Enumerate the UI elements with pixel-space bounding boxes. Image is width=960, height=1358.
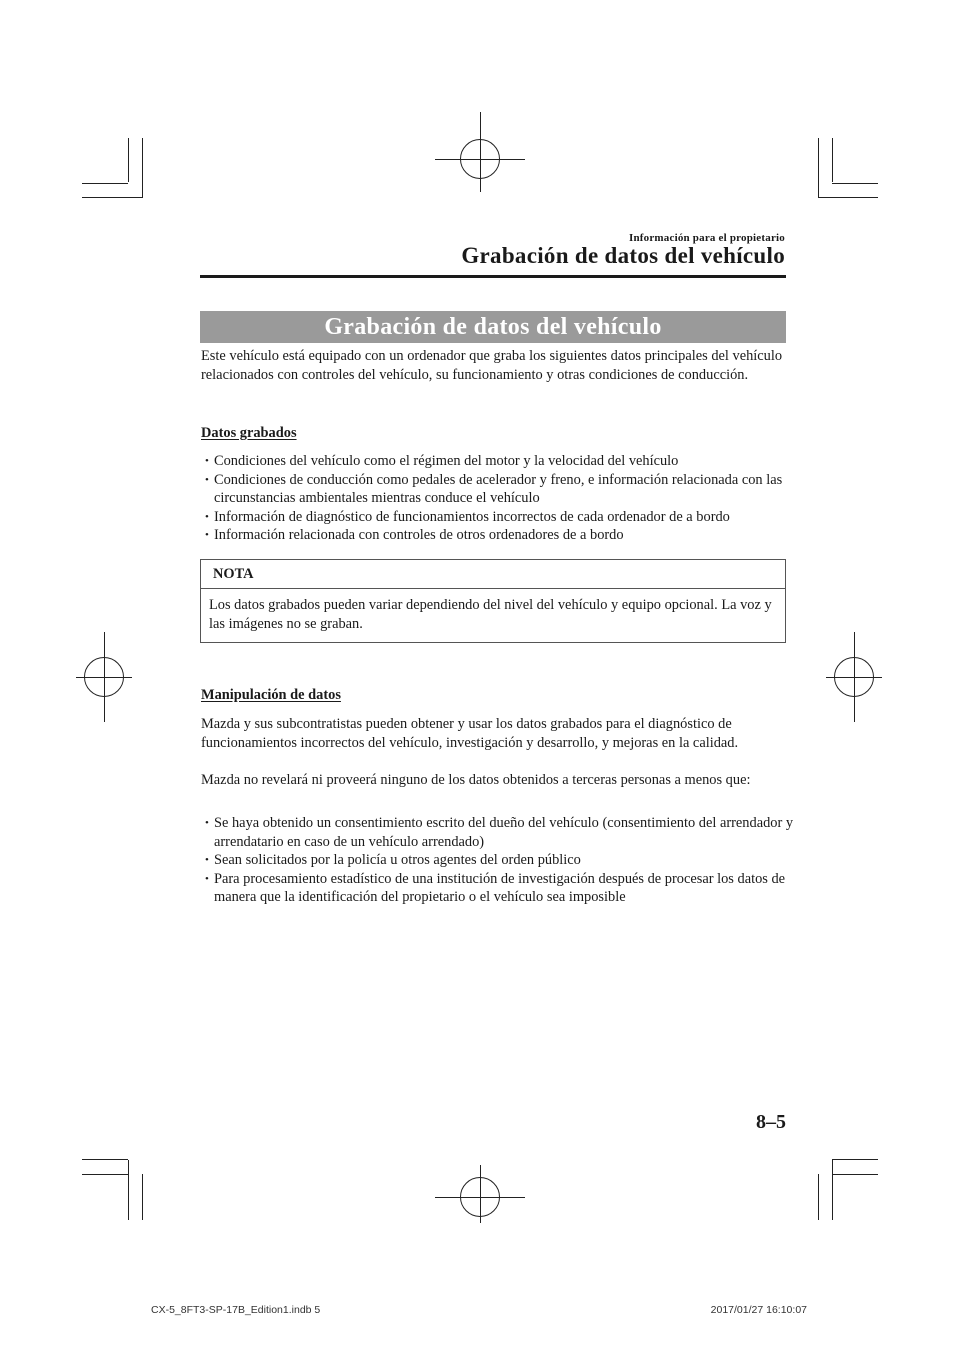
footer-timestamp: 2017/01/27 16:10:07: [710, 1304, 807, 1316]
page-number: 8–5: [756, 1111, 786, 1133]
list-item: • Información relacionada con controles de otros ordenadores de a bordo: [205, 526, 795, 545]
list-item: • Condiciones del vehículo como el régimen del motor y la velocidad del vehículo: [205, 452, 795, 471]
data-handling-heading: Manipulación de datos: [201, 687, 341, 703]
list-item: • Para procesamiento estadístico de una institución de investigación después de procesar los datos de manera que la identificación del propietario o el vehículo sea imposible: [205, 870, 795, 907]
note-box: [200, 559, 786, 643]
list-item: • Se haya obtenido un consentimiento escrito del dueño del vehículo (consentimiento del arrendador y arrendatario en caso de un vehículo arrendado): [205, 814, 795, 851]
recorded-data-list: [205, 452, 795, 545]
data-handling-list: [205, 814, 795, 907]
list-item: • Sean solicitados por la policía u otros agentes del orden público: [205, 851, 795, 870]
note-title: NOTA: [213, 566, 254, 582]
list-item: • Información de diagnóstico de funcionamientos incorrectos de cada ordenador de a bordo: [205, 508, 795, 527]
header-title: Grabación de datos del vehículo: [461, 243, 785, 268]
intro-paragraph: Este vehículo está equipado con un ordenador que graba los siguientes datos principales del vehículo relacionados con controles del vehículo, su funcionamiento y otras condiciones de conducción.: [201, 348, 783, 383]
data-handling-paragraph-2: Mazda no revelará ni proveerá ninguno de los datos obtenidos a terceras personas a menos que:: [201, 772, 751, 788]
header-rule: [200, 275, 786, 278]
header-section-label: Información para el propietario: [628, 232, 785, 244]
data-handling-paragraph: Mazda y sus subcontratistas pueden obtener y usar los datos grabados para el diagnóstico de funcionamientos incorrectos del vehículo, investigación y desarrollo, y mejoras en la calidad.: [201, 716, 739, 751]
section-banner: Grabación de datos del vehículo: [200, 311, 786, 343]
recorded-data-heading: Datos grabados: [201, 425, 297, 441]
list-item: • Condiciones de conducción como pedales de acelerador y freno, e información relacionada con las circunstancias ambientales mientras conduce el vehículo: [205, 471, 795, 508]
note-divider: [201, 588, 785, 589]
note-text: Los datos grabados pueden variar dependiendo del nivel del vehículo y equipo opcional. La voz y las imágenes no se graban.: [209, 597, 772, 632]
footer-file-label: CX-5_8FT3-SP-17B_Edition1.indb 5: [151, 1304, 321, 1316]
